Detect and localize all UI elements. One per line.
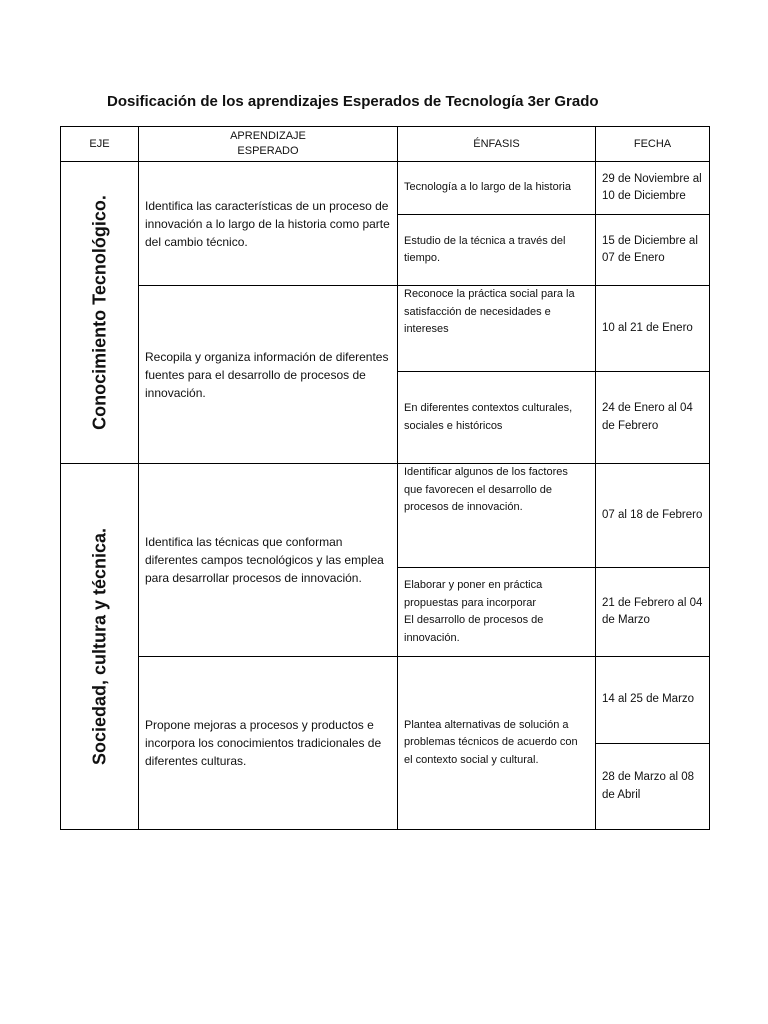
fecha-cell	[595, 371, 710, 464]
header-aprendizaje	[138, 126, 398, 162]
enfasis-text: Plantea alternativas de solución a problemas técnicos de acuerdo con el contexto social y cultural.	[404, 718, 578, 766]
enfasis-cell	[397, 463, 596, 568]
eje-cell	[60, 463, 139, 830]
header-enfasis	[397, 126, 596, 162]
header-enfasis-label: ÉNFASIS	[473, 138, 520, 150]
fecha-cell	[595, 743, 710, 830]
fecha-text: 21 de Febrero al 04 de Marzo	[602, 596, 703, 626]
aprendizaje-cell	[138, 161, 398, 286]
eje-label: Sociedad, cultura y técnica.	[89, 527, 109, 765]
enfasis-cell	[397, 161, 596, 215]
enfasis-text: En diferentes contextos culturales, sociales e históricos	[404, 402, 573, 432]
fecha-cell	[595, 161, 710, 215]
fecha-cell	[595, 214, 710, 286]
aprendizaje-text: Propone mejoras a procesos y productos e incorpora los conocimientos tradicionales de diferentes culturas.	[145, 718, 382, 768]
fecha-text: 28 de Marzo al 08 de Abril	[602, 771, 695, 801]
eje-label: Conocimiento Tecnológico.	[89, 194, 109, 430]
eje-cell	[60, 161, 139, 464]
header-fecha-label: FECHA	[633, 138, 672, 150]
enfasis-text: Elaborar y poner en práctica propuestas para incorporar El desarrollo de procesos de innovación.	[404, 579, 544, 644]
page-title: Dosificación de los aprendizajes Esperados de Tecnología 3er Grado	[107, 93, 599, 110]
enfasis-cell	[397, 214, 596, 286]
fecha-text: 29 de Noviembre al 10 de Diciembre	[602, 172, 702, 202]
enfasis-cell	[397, 656, 596, 830]
aprendizaje-text: Identifica las técnicas que conforman diferentes campos tecnológicos y las emplea para desarrollar procesos de innovación.	[145, 535, 384, 585]
aprendizaje-text: Recopila y organiza información de diferentes fuentes para el desarrollo de procesos de innovación.	[145, 349, 389, 400]
fecha-cell	[595, 567, 710, 657]
header-eje-label: EJE	[89, 138, 110, 150]
aprendizaje-text: Identifica las características de un proceso de innovación a lo largo de la historia como parte del cambio técnico.	[145, 198, 390, 249]
fecha-text: 07 al 18 de Febrero	[602, 508, 703, 521]
aprendizaje-cell	[138, 285, 398, 464]
fecha-text: 14 al 25 de Marzo	[602, 693, 695, 706]
fecha-text: 24 de Enero al 04 de Febrero	[602, 402, 693, 432]
fecha-text: 15 de Diciembre al 07 de Enero	[602, 234, 698, 264]
header-fecha	[595, 126, 710, 162]
enfasis-text: Reconoce la práctica social para la satisfacción de necesidades e intereses	[404, 288, 575, 335]
fecha-text: 10 al 21 de Enero	[602, 321, 693, 334]
fecha-cell	[595, 463, 710, 568]
enfasis-cell	[397, 567, 596, 657]
fecha-cell	[595, 656, 710, 744]
enfasis-text: Identificar algunos de los factores que favorecen el desarrollo de procesos de innovación.	[404, 466, 568, 513]
dosificacion-table	[60, 126, 710, 830]
aprendizaje-cell	[138, 463, 398, 657]
aprendizaje-cell	[138, 656, 398, 830]
header-eje	[60, 126, 139, 162]
enfasis-cell	[397, 371, 596, 464]
header-aprendizaje-label: APRENDIZAJE ESPERADO	[230, 130, 306, 157]
fecha-cell	[595, 285, 710, 372]
enfasis-cell	[397, 285, 596, 372]
enfasis-text: Tecnología a lo largo de la historia	[404, 181, 571, 194]
enfasis-text: Estudio de la técnica a través del tiempo.	[404, 234, 566, 264]
